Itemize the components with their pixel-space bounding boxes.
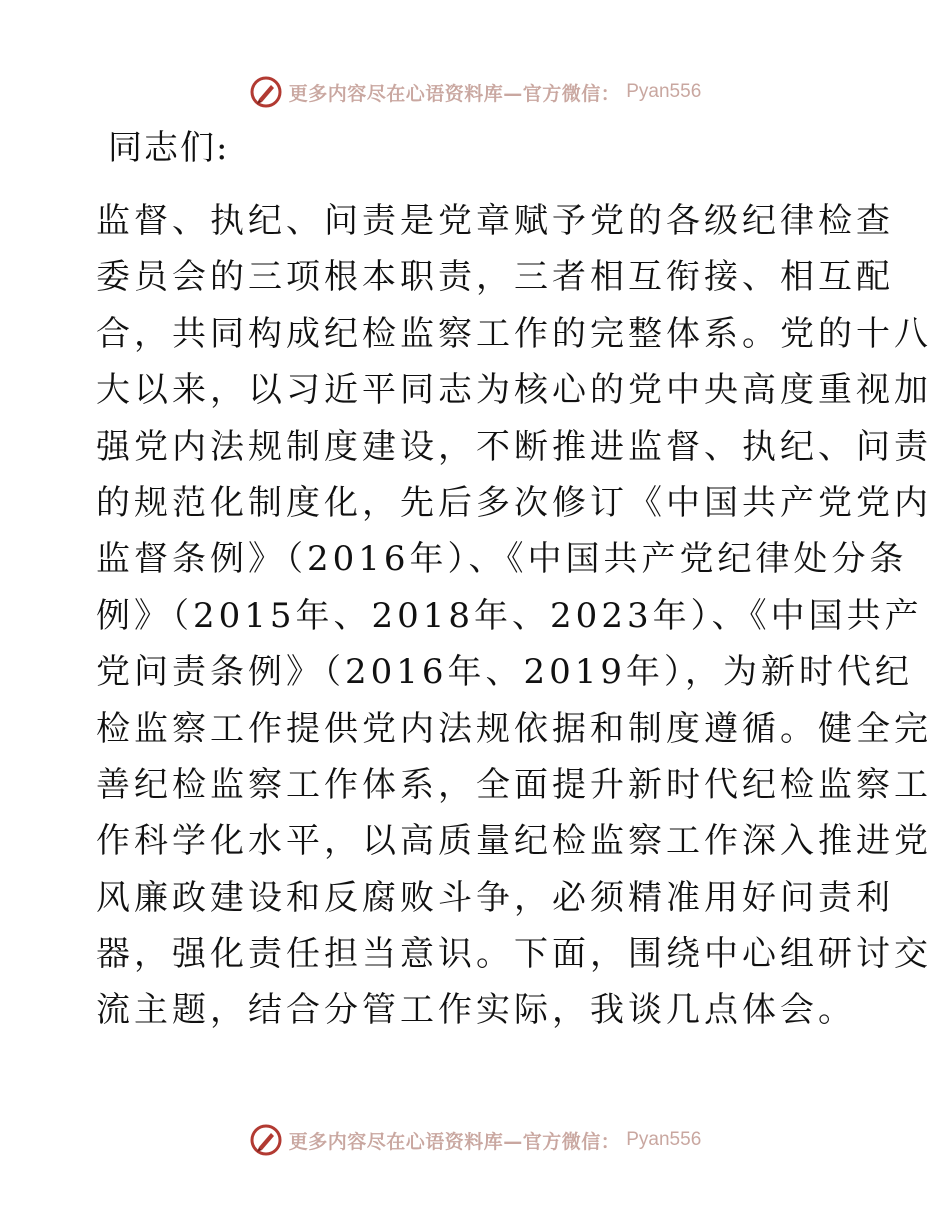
paragraph-line: 的规范化制度化，先后多次修订《中国共产党党内 <box>96 482 932 523</box>
watermark-contact: Pyan556 <box>626 81 702 102</box>
header-watermark <box>0 72 950 112</box>
paragraph-line: 器，强化责任担当意识。下面，围绕中心组研讨交 <box>96 934 932 975</box>
paragraph-line: 例》（2015年、2018年、2023年）、《中国共产 <box>96 595 923 636</box>
paragraph-line: 大以来，以习近平同志为核心的党中央高度重视加 <box>96 370 932 411</box>
paragraph-line: 合，共同构成纪检监察工作的完整体系。党的十八 <box>96 313 932 354</box>
watermark-text: 更多内容尽在心语资料库—官方微信： <box>288 1130 621 1153</box>
logo-pen-icon <box>249 1123 283 1157</box>
paragraph-line: 监督条例》（2016年）、《中国共产党纪律处分条 <box>96 539 908 580</box>
paragraph-line: 党问责条例》（2016年、2019年），为新时代纪 <box>96 652 914 693</box>
paragraph-line: 委员会的三项根本职责，三者相互衔接、相互配 <box>96 257 894 298</box>
paragraph-line: 风廉政建设和反腐败斗争，必须精准用好问责利 <box>96 877 894 918</box>
paragraph-line: 善纪检监察工作体系，全面提升新时代纪检监察工 <box>96 764 932 805</box>
paragraph-line: 流主题，结合分管工作实际，我谈几点体会。 <box>96 990 856 1031</box>
paragraph-line: 作科学化水平，以高质量纪检监察工作深入推进党 <box>96 821 932 862</box>
watermark-contact: Pyan556 <box>626 1129 702 1150</box>
footer-watermark <box>0 1120 950 1160</box>
logo-pen-icon <box>249 75 283 109</box>
paragraph-line: 监督、执纪、问责是党章赋予党的各级纪律检查 <box>96 201 894 241</box>
salutation: 同志们: <box>108 128 230 168</box>
paragraph-line: 强党内法规制度建设，不断推进监督、执纪、问责 <box>96 426 932 467</box>
body-paragraph <box>96 193 932 1039</box>
watermark-text: 更多内容尽在心语资料库—官方微信： <box>288 82 621 105</box>
paragraph-line: 检监察工作提供党内法规依据和制度遵循。健全完 <box>96 708 932 749</box>
